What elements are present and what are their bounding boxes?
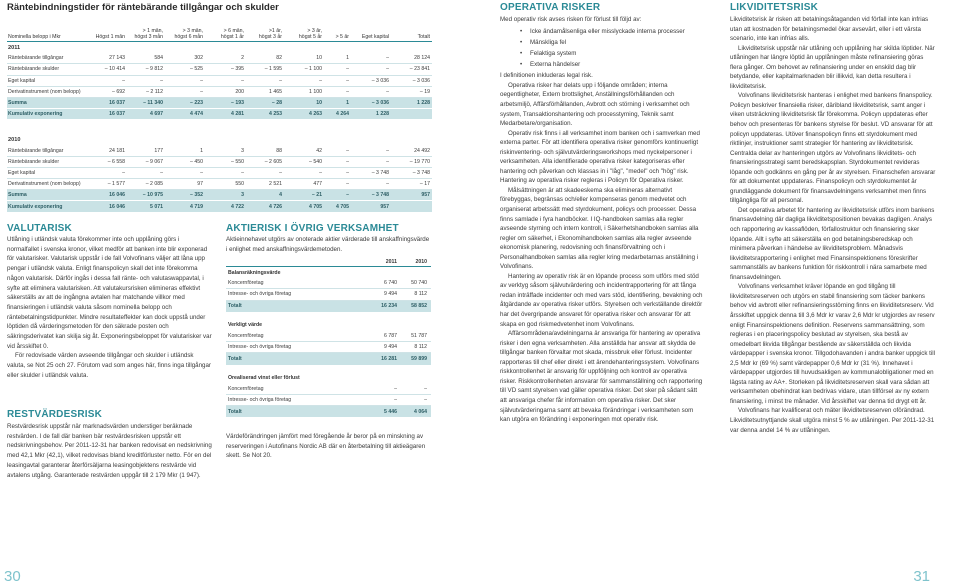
table-cell: –	[346, 181, 349, 188]
table-cell: – 1 577	[107, 181, 125, 188]
table-cell: –	[346, 147, 349, 154]
table-cell: –	[122, 77, 125, 84]
likviditet-p2: Likviditetsrisk uppstår när utlåning och upplåning har skilda löptider. När utlåningen har längre löptid än upplåningen måste refinansiering göras flera gånger. Om behovet av refinansiering under en enskild dag blir betydande, eller kapitalmarknaden blir illikvid, kan detta resultera i likviditetsrisk.	[730, 44, 935, 90]
row-label: Derivatinstrument (nom belopp)	[8, 181, 81, 188]
page-number-right: 31	[913, 568, 930, 585]
row-label: 2011	[8, 44, 21, 51]
row-label: Räntebärande skulder	[8, 66, 60, 73]
row-label: Räntebärande skulder	[8, 158, 60, 165]
row-label: Derivatinstrument (nom belopp)	[8, 88, 81, 95]
summary-row	[7, 201, 432, 212]
table-row	[7, 146, 432, 157]
table-cell: –	[386, 66, 389, 73]
table-cell: – 23 841	[409, 66, 430, 73]
operativa-p6: Affärsområdena/avdelningarna är ansvariga för hantering av operativa risker i den egna verksamheten. Alla anställda har ansvar att skydda de tillgångar banken förvaltar mot skada, missbruk eller förlust. Incidenter rapporteras till chef eller direkt i ett ärendehanteringssystem. Volvofinans riskkontrollenhet är ansvarig för uppföljning och kontroll av operativa risker. Riskkontrollenheten ansvarar för sammanställning och rapportering till VD samt styrelsen vad gäller operativa risker. Det sker på sådant sätt att ansvariga chefer får information om operativa risker. Det sker självutvärderingarna samt att bevaka förändringar i verksamheten som kan utgöra en förändring i exponeringen mot operativ risk.	[500, 330, 703, 424]
table-cell: – 28	[271, 100, 282, 107]
row-label: Koncernföretag	[228, 385, 264, 392]
row-label: Intresse- och övriga företag	[228, 396, 292, 403]
row-label: Räntebärande tillgångar	[8, 55, 64, 62]
bullet-item: • Felaktiga system	[520, 48, 704, 59]
table-cell: – 9 067	[145, 158, 163, 165]
table-cell: – 3 036	[371, 100, 389, 107]
row-label: Räntebärande tillgångar	[8, 147, 64, 154]
table-cell: 8 112	[414, 344, 427, 351]
row-label: Eget kapital	[8, 77, 36, 84]
table-cell: 88	[276, 147, 282, 154]
table-cell: 1 465	[269, 88, 282, 95]
valutarisk-p2: För redovisade värden avseende tillgångar och skulder i utländsk valuta, se Not 25 och 27. Förutom vad som anges här, finns inga tillgångar eller skulder i utländsk valuta.	[7, 352, 211, 379]
table-cell: 16 046	[109, 203, 125, 210]
table-cell: –	[394, 396, 397, 403]
table-cell: 584	[154, 55, 163, 62]
table-cell: –	[241, 77, 244, 84]
operativa-intro: Med operativ risk avses risken för förlust till följd av:	[500, 16, 642, 23]
table-cell: – 9 812	[145, 66, 163, 73]
table-cell: – 352	[190, 192, 203, 199]
aktierisk-p2: Värdeförändringen jämfört med föregående år beror på en minskning av reserveringen i Autofinans Nordic AB där en återbetalning till aktieägaren skett. Se Not 20.	[226, 433, 426, 460]
table-cell: – 2 605	[264, 158, 282, 165]
valutarisk-text	[7, 235, 212, 381]
table-cell: 27 143	[109, 55, 125, 62]
spacer-row	[7, 120, 432, 134]
year-row	[7, 42, 432, 53]
summary-row	[7, 98, 432, 109]
row-label: Totalt	[228, 355, 242, 362]
table-cell: –	[346, 169, 349, 176]
shares-table	[226, 258, 431, 417]
column-header: Nominella belopp i Mkr	[8, 33, 61, 40]
table-row	[7, 53, 432, 64]
table-cell: –	[160, 77, 163, 84]
table-cell: 50 740	[411, 280, 427, 287]
table-cell: 59 899	[411, 355, 427, 362]
column-header: 2011	[385, 259, 397, 265]
table-cell: 24 492	[414, 147, 430, 154]
table-cell: – 19 770	[409, 158, 430, 165]
likviditet-column	[730, 2, 936, 435]
table-cell: 3	[241, 147, 244, 154]
table-cell: –	[279, 169, 282, 176]
total-row	[226, 406, 431, 417]
likviditet-p5: Volvofinans verksamhet kräver löpande en god tillgång till likviditetsreserven och utgörs en stabil finansiering som täcker bankens behov vid avbrott eller refinansieringsstörning finns en likviditetsreserv. Vid årsskiftet uppgick denna till 3,6 Mdr kr varav 2,6 Mdr kr utgjordes av reserv enligt Finansinspektionens definition. Reservens sammansättning, som regleras i en placeringspolicy beslutad av styrelsen, ska bestå av omedelbart likvida tillgångar bestående av säkerställda och likvida värdepapper i svenska kronor. Tillgodohavanden i andra banker uppgick till 2,5 Mdr kr (69 %) samt värdepapper 0,6 Mdr kr (31 %). Innehavet i värdepapper utgjordes till huvudsakligen av kommunalobligationer med en lägsta rating av AA+. Storleken på likviditetsreserven skall vara sådan att verksamheten obehindrat kan bedrivas vidare, utan tillförsel av ny extern finansiering, i minst tre månader. Vid årsskiftet var denna tid drygt ett år.	[730, 283, 936, 405]
table-cell: –	[319, 169, 322, 176]
table-cell: – 2 085	[145, 181, 163, 188]
table-row	[226, 342, 431, 353]
table-cell: – 540	[309, 158, 322, 165]
table-cell: – 1 595	[264, 66, 282, 73]
bullet-item: • Externa händelser	[520, 59, 704, 70]
valutarisk-heading: VALUTARISK	[7, 223, 72, 234]
table-cell: – 525	[190, 66, 203, 73]
group-label-row	[226, 373, 431, 384]
likviditet-p4: Det operativa arbetet för hantering av likviditetsrisk utförs inom bankens finansavdelning där dagliga likviditetspositionen bevakas dagligen. Analys och rapportering av kassaflöden, förfallostruktur och finansiering sker löpande. Allt i syfte att säkerställa en god betalningsberedskap och minimera påverkan i händelse av likviditetsproblem. Månadsvis likviditetsrapportering i enlighet med Finansinspektionens föreskrifter sammanställs av bankens funktion för riskkontroll i nära samarbete med finansavdelningen.	[730, 206, 935, 281]
row-label: 2010	[8, 136, 21, 143]
table-row	[226, 331, 431, 342]
table-cell: 4 263	[309, 111, 322, 118]
row-label: Koncernföretag	[228, 280, 264, 287]
table-cell: – 10 975	[142, 192, 163, 199]
total-row	[226, 301, 431, 312]
table-cell: –	[424, 385, 427, 392]
table-cell: –	[346, 88, 349, 95]
table-cell: 5 446	[384, 408, 397, 415]
table-cell: – 395	[231, 66, 244, 73]
table-cell: 4 705	[336, 203, 349, 210]
row-label: Koncernföretag	[228, 333, 264, 340]
operativa-bullets	[520, 26, 704, 71]
row-label: Verkligt värde	[228, 322, 263, 329]
bullet-item: • Icke ändamålsenliga eller misslyckade interna processer	[520, 26, 704, 37]
table-cell: 5 071	[150, 203, 163, 210]
table-cell: 4 474	[190, 111, 203, 118]
table-cell: –	[386, 55, 389, 62]
column-header: > 6 mån, högst 1 år	[220, 27, 244, 40]
table-cell: 302	[194, 55, 203, 62]
table-cell: 51 787	[411, 333, 427, 340]
table-cell: 6 740	[384, 280, 397, 287]
table-cell: 2	[241, 55, 244, 62]
summary-row	[7, 190, 432, 201]
table-cell: – 3 748	[412, 169, 430, 176]
total-row	[226, 353, 431, 364]
table-cell: –	[424, 396, 427, 403]
table-row	[7, 64, 432, 75]
operativa-p4: Målsättningen är att skadeeskema ska elimineras alternativt förebyggas, begränsas och/eller kompenseras genom medvetet och organiserat arbetssätt med styrdokument, policys och processer. Dessa finns samlade i fyra handböcker. I IQ-handboken samlas alla regler avseende styrning och intern kontroll, i Säkerhetshandboken samlas alla regler om säkerhet, i Ekonomihandboken samlas alla regler avseende ekonomisk planering, redovisning och finansförvaltning och i Personalhandboken samlas alla regler kring medarbetarnas anställning i Volvofinans.	[500, 186, 699, 271]
page-title: Räntebindningstider för räntebärande tillgångar och skulder	[7, 2, 279, 13]
row-label: Balansräkningsvärde	[228, 269, 281, 276]
row-label: Totalt	[228, 408, 242, 415]
table-row	[226, 278, 431, 289]
likviditet-p1: Likviditetsrisk är risken att betalningsåtaganden vid förfall inte kan infrias utan att kostnaden för betalningsmedel ökar avsevärt, eller i ett värsta scenario, inte kan infrias alls.	[730, 16, 929, 43]
operativa-column	[500, 2, 704, 425]
spacer-row	[226, 312, 431, 320]
table-cell: –	[241, 169, 244, 176]
table-cell: 3	[241, 192, 244, 199]
table-cell: 4 264	[336, 111, 349, 118]
spacer-row	[226, 365, 431, 373]
table-cell: –	[394, 385, 397, 392]
table-cell: –	[200, 77, 203, 84]
table-cell: –	[386, 147, 389, 154]
table-cell: 28 124	[414, 55, 430, 62]
table-cell: – 21	[311, 192, 322, 199]
table-cell: –	[279, 77, 282, 84]
column-header: > 5 år	[335, 33, 349, 40]
table-cell: 16 046	[109, 192, 125, 199]
table-cell: – 3 036	[371, 77, 389, 84]
table-cell: – 10 414	[104, 66, 125, 73]
table-cell: 1	[200, 147, 203, 154]
table-cell: 16 281	[381, 355, 397, 362]
table-cell: 16 037	[109, 111, 125, 118]
table-cell: –	[346, 77, 349, 84]
group-label-row	[226, 320, 431, 331]
table-cell: – 11 340	[143, 100, 163, 107]
table-cell: 24 181	[109, 147, 125, 154]
table-cell: 16 037	[109, 100, 125, 107]
restvarde-p1: Restvärdesrisk uppstår när marknadsvärden understiger beräknade restvärden. I de fall där banken bär restvärdesrisken uppstår ett nedskrivningsbehov. Per 2011-12-31 har banken redovisat en nedskrivning med 42,1 Mkr (42,1), vilket redovisas bland kreditförluster netto. För en del leasingavtal garanterar återförsäljarna leasingobjektens restvärde vid avtalens utgång. Garanterade restvärden uppgår till 2 179 Mkr (1 947).	[7, 423, 212, 479]
table-cell: 957	[421, 192, 430, 199]
table-cell: –	[386, 181, 389, 188]
table-cell: –	[346, 66, 349, 73]
table-cell: 477	[313, 181, 322, 188]
column-header: 2010	[415, 259, 427, 265]
table-cell: 97	[197, 181, 203, 188]
table-row	[226, 384, 431, 395]
table-cell: – 1 100	[304, 66, 322, 73]
table-row	[226, 289, 431, 300]
row-label: Orealiserad vinst eller förlust	[228, 375, 300, 382]
column-header: Högst 1 mån	[95, 33, 125, 40]
table-cell: –	[386, 88, 389, 95]
table-cell: – 3 036	[412, 77, 430, 84]
table-cell: – 193	[231, 100, 244, 107]
table-cell: 1 228	[376, 111, 389, 118]
table-cell: 58 852	[411, 303, 427, 310]
table-cell: 4 697	[150, 111, 163, 118]
table-row	[7, 168, 432, 179]
table-cell: – 692	[112, 88, 125, 95]
table-cell: 82	[276, 55, 282, 62]
column-header: Eget kapital	[361, 33, 389, 40]
operativa-p3: Operativ risk finns i all verksamhet inom banken och i samverkan med externa parter. För att identifiera operativa risker genomförs kontinuerligt riskinventering- och självutvärderingsworkshops med nyckelpersoner i verksamheten. Alla identifierade operativa risker kategoriseras efter hantering och påverkan och klassas in i "låg", "medel" och "hög" risk. Hantering av operativa risker regleras i Policyn för Operativa risker.	[500, 129, 700, 185]
table-cell: 2 521	[269, 181, 282, 188]
table-cell: –	[346, 158, 349, 165]
table-cell: –	[200, 88, 203, 95]
bullet-item: • Mänskliga fel	[520, 37, 704, 48]
table-cell: 957	[380, 203, 389, 210]
table-cell: 1	[346, 100, 349, 107]
table-cell: 1 100	[309, 88, 322, 95]
table-cell: 1 228	[417, 100, 430, 107]
table-cell: 4 719	[190, 203, 203, 210]
table-cell: – 550	[231, 158, 244, 165]
operativa-p5: Hantering av operativ risk är en löpande process som utförs med stöd av verktyg såsom självutvärdering och incidentrapportering för att fånga redan inträffade incidenter och med vars stöd, identifiering, bevakning och åtgärdande av operativa risker utförs. Styrelsen och verkställande direktör har det övergripande ansvaret för operativa risker och ansvarar för att skapa en god riskmedvetenhet inom Volvofinans.	[500, 272, 703, 328]
table-header-row	[7, 24, 432, 42]
interest-rate-table	[7, 24, 432, 213]
table-cell: – 450	[190, 158, 203, 165]
table-cell: – 6 558	[107, 158, 125, 165]
row-label: Summa	[8, 192, 27, 199]
table-cell: 4 253	[269, 111, 282, 118]
column-header: Totalt	[417, 33, 430, 40]
table-cell: 4 726	[269, 203, 282, 210]
table-cell: – 3 748	[371, 169, 389, 176]
likviditet-p6: Volvofinans har kvalificerat och mäter likviditetsreserven oförändrad. Likviditetsutnyttjande skall utgöra minst 5 % av utlåningen. Per 2011-12-31 var denna andel 14 % av utlåningen.	[730, 407, 935, 434]
table-cell: –	[319, 77, 322, 84]
table-cell: –	[160, 169, 163, 176]
table-cell: 1	[346, 55, 349, 62]
table-cell: – 223	[190, 100, 203, 107]
page-number-left: 30	[4, 568, 21, 585]
table-cell: 42	[316, 147, 322, 154]
row-label: Intresse- och övriga företag	[228, 291, 292, 298]
table-cell: –	[122, 169, 125, 176]
column-header: > 1 mån, högst 3 mån	[134, 27, 163, 40]
operativa-p2: Operativa risker har delats upp i följande områden; interna oegentligheter, Extern brottslighet, Anställningsförhållanden och arbetsmiljö, Affärsförhållanden, Avbrott och störning i verksamhet och system, Transaktionshantering och processtyrning, Teknik samt Medarbetare/organisation.	[500, 81, 690, 128]
row-label: Eget kapital	[8, 169, 36, 176]
table-cell: 4	[279, 192, 282, 199]
right-page	[480, 0, 960, 587]
table-row	[7, 157, 432, 168]
table-cell: 4 281	[231, 111, 244, 118]
operativa-heading: OPERATIVA RISKER	[500, 2, 601, 13]
summary-row	[7, 109, 432, 120]
table-cell: –	[346, 192, 349, 199]
row-label: Totalt	[228, 303, 242, 310]
row-label: Intresse- och övriga företag	[228, 344, 292, 351]
column-header: >1 år, högst 3 år	[258, 27, 282, 40]
row-label: Kumulativ exponering	[8, 111, 63, 118]
restvarde-heading: RESTVÄRDESRISK	[7, 409, 103, 420]
table-cell: –	[200, 169, 203, 176]
group-label-row	[226, 267, 431, 278]
table-cell: – 19	[419, 88, 430, 95]
table-cell: – 17	[419, 181, 430, 188]
row-label: Kumulativ exponering	[8, 203, 63, 210]
table-cell: 4 064	[414, 408, 427, 415]
aktierisk-p1: Aktieinnehavet utgörs av onoterade aktier värderade till anskaffningsvärde i enlighet med anskaffningsvärdemetoden.	[226, 236, 430, 253]
likviditet-heading: LIKVIDITETSRISK	[730, 2, 819, 13]
table-cell: 177	[154, 147, 163, 154]
likviditet-p3: Volvofinans likviditetsrisk hanteras i enlighet med bankens finanspolicy. Policyn beskriver finansiella risker, däribland likviditetsrisk, samt anger i viken utsträckning likviditetsrisk får förekomma. Policyn uppdateras efter behov och presenteras för bankens styrelse för beslut. VD ansvarar för att policyn uppdateras. Utöver finanspolicyn finns ett styrdokument med riktlinjer, instruktioner samt strategier för hantering av likviditetsrisk. Centralda delar av hanteringen utgörs av Volvofinans likviditets- och finansieringsstrategi samt beredskapsplan. Styrdokumentet revideras löpande och godkänns en gång per år av styrelsen. Finanschefen ansvarar för att dokumentet uppdateras. Finanspolicyn och styrdokumentet är grundläggande dokument för finansavdelningens verksamhet men finns tillgängliga för all personal.	[730, 92, 936, 205]
column-header: > 3 år, högst 5 år	[298, 27, 322, 40]
table-cell: 200	[235, 88, 244, 95]
table-cell: 6 787	[384, 333, 397, 340]
table-cell: 550	[235, 181, 244, 188]
table-row	[7, 179, 432, 190]
aktierisk-heading: AKTIERISK I ÖVRIG VERKSAMHET	[226, 223, 399, 234]
table-cell: 8 112	[414, 291, 427, 298]
table-row	[226, 395, 431, 406]
table-cell: 10	[316, 55, 322, 62]
table-cell: – 3 748	[371, 192, 389, 199]
table-cell: 16 234	[381, 303, 397, 310]
table-cell: 10	[316, 100, 322, 107]
year-row	[7, 134, 432, 145]
table-cell: 4 705	[309, 203, 322, 210]
shares-header-row	[226, 258, 431, 267]
table-cell: 9 494	[384, 291, 397, 298]
table-cell: –	[386, 158, 389, 165]
operativa-p1: I definitionen inkluderas legal risk.	[500, 72, 593, 80]
table-cell: – 2 112	[146, 88, 163, 95]
table-cell: 4 722	[231, 203, 244, 210]
table-row	[7, 87, 432, 98]
valutarisk-p1: Utlåning i utländsk valuta förekommer inte och upplåning görs i normalfallet i svenska kronor, vilket medför att banken inte blir exponerad för valutarisker. Valutarisk uppstår i de fall Volvofinans väljer att låna upp pengar i utländsk valuta. Enligt finanspolicyn skall det inte förekomma någon valutarisk. Därför ingås i dessa fall ränte- och valutaswappavtal, i syfte att eliminera valutarisken. Att valutakursrisken elimineras effektivt säkerställs av att de ingångna avtalen har matchande villkor med finansieringen i utländsk valuta såsom nominella belopp och räntebetalningstidpunkter. Mindre resultateffekter kan dock uppstå under löptiden då värderingsmetoden för den säkrade posten och säkringsderivatet kan skilja sig åt. Exponeringsbeloppet för valutarisker var vid årsskiftet 0.	[7, 236, 212, 350]
column-header: > 3 mån, högst 6 mån	[174, 27, 203, 40]
row-label: Summa	[8, 100, 27, 107]
table-cell: 9 494	[384, 344, 397, 351]
table-row	[7, 76, 432, 87]
